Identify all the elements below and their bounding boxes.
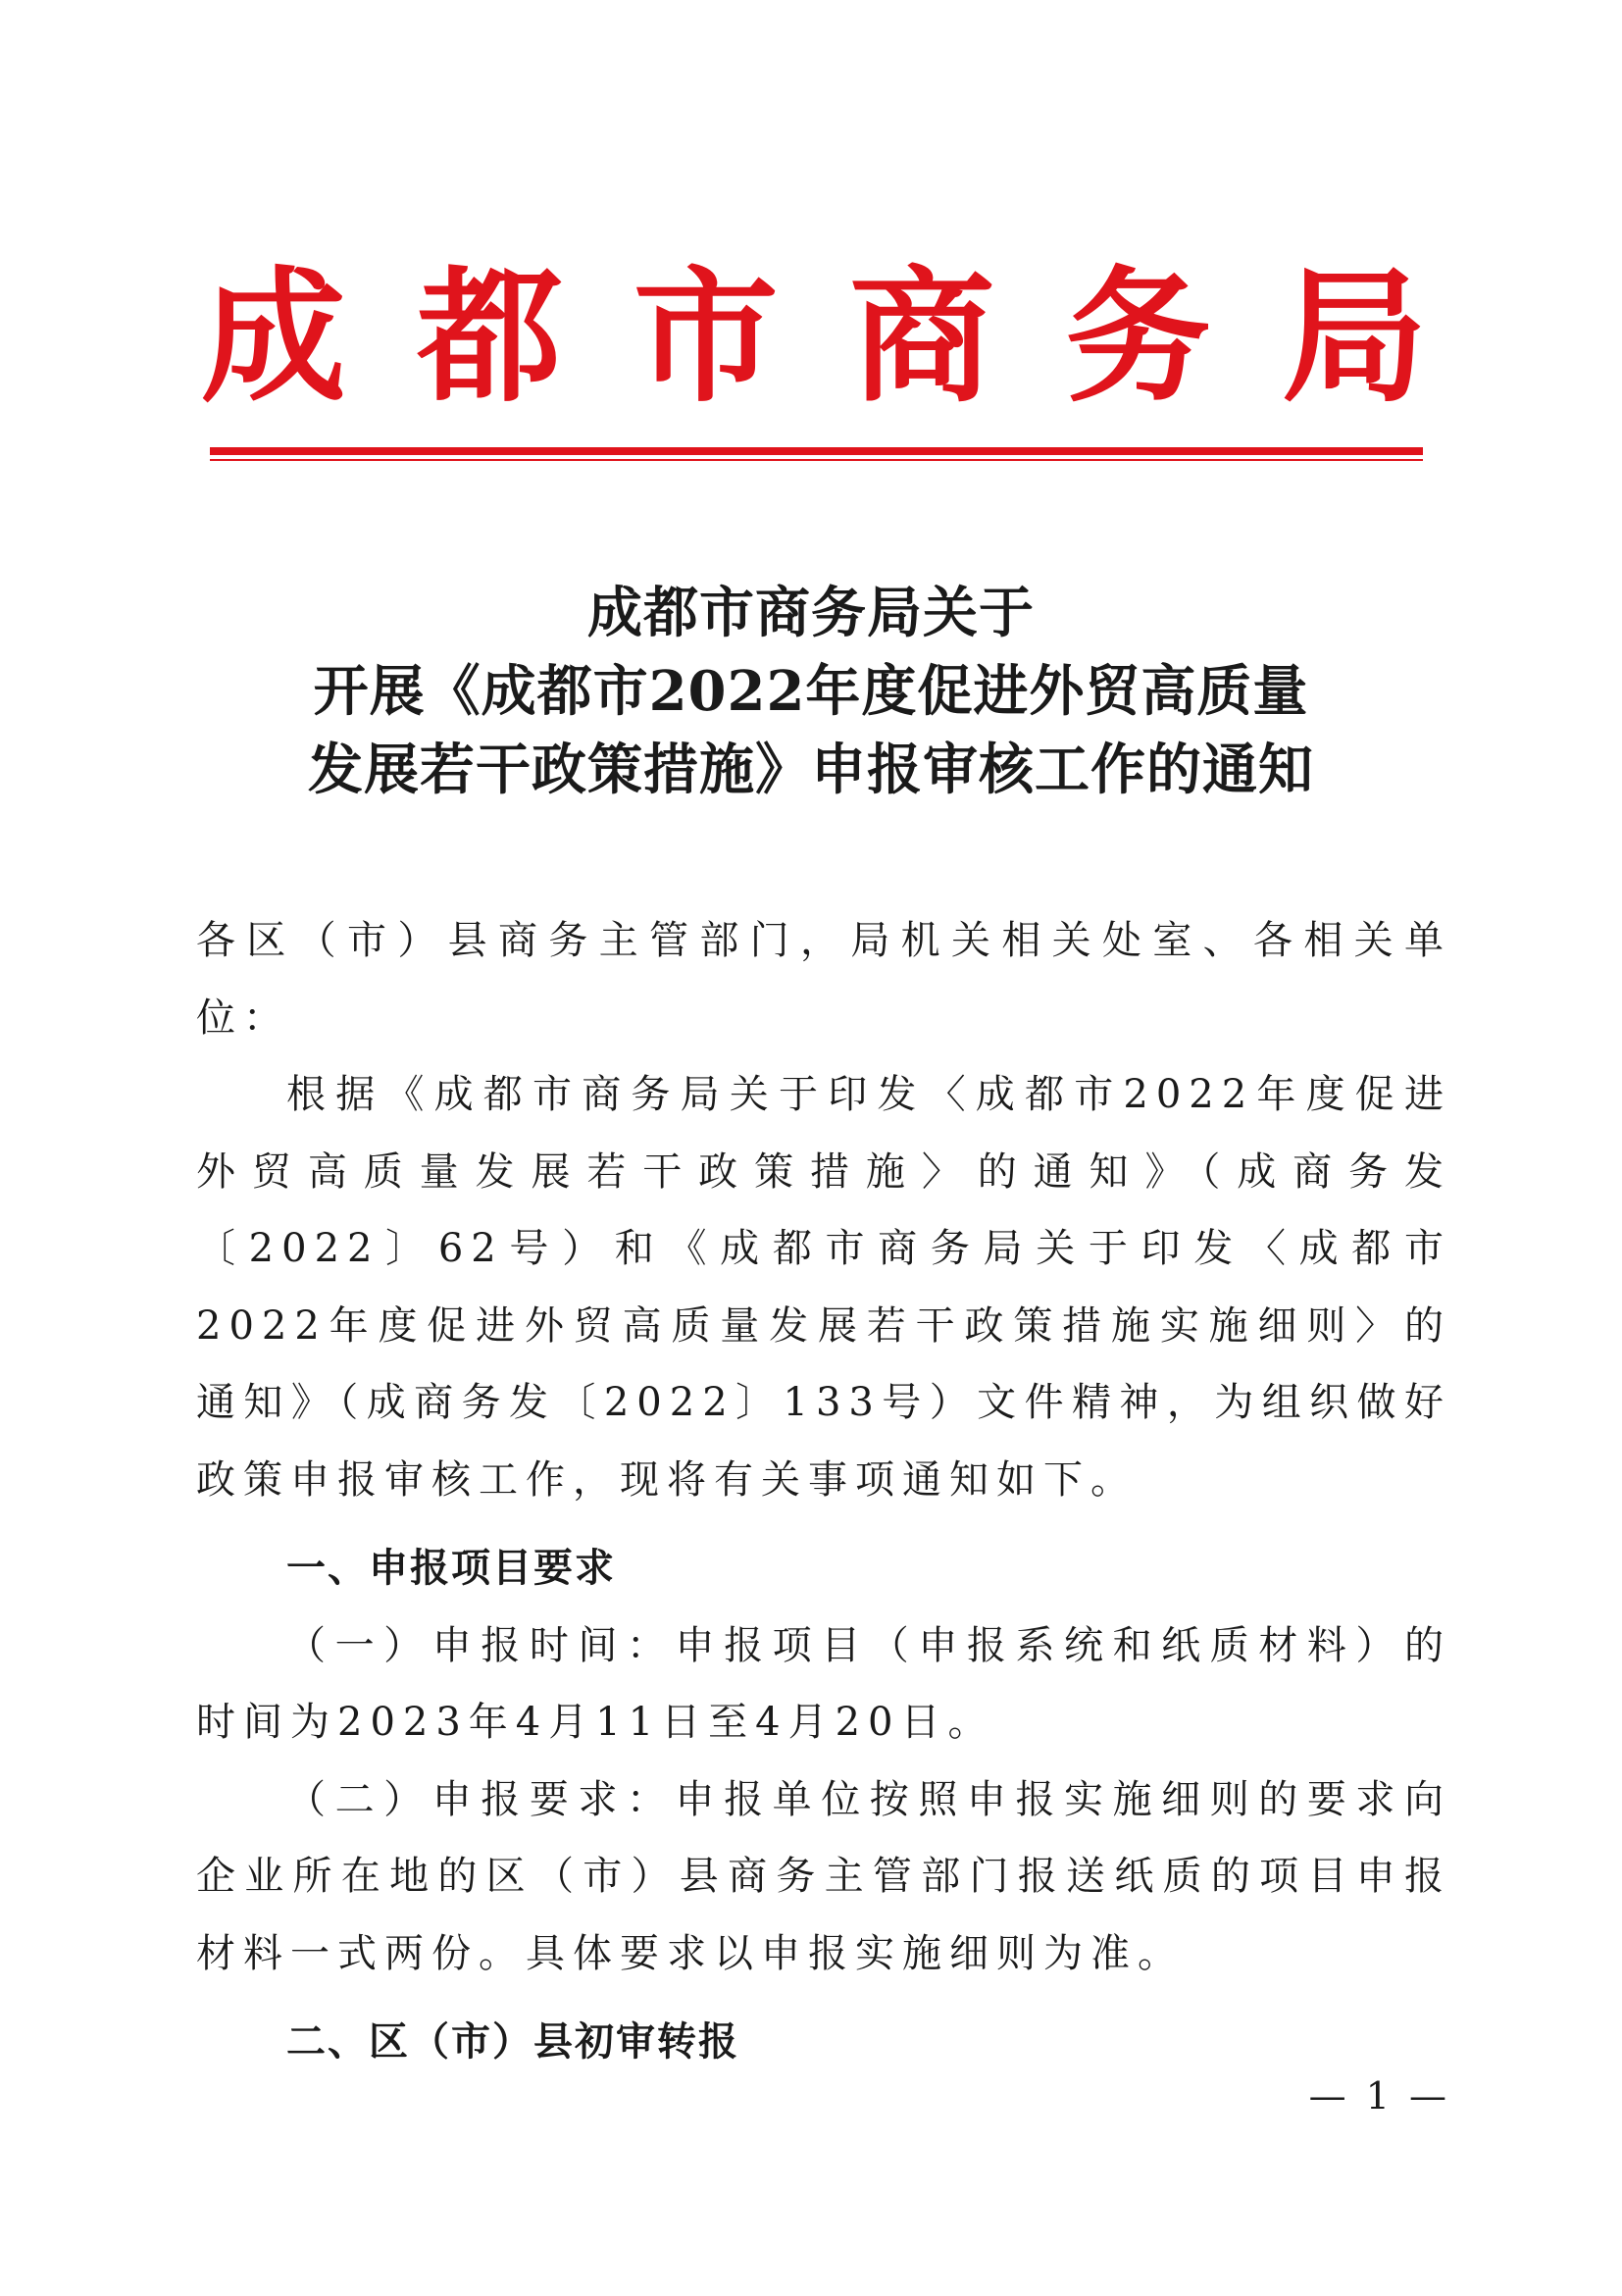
paragraph-basis: 根据《成都市商务局关于印发〈成都市2022年度促进外贸高质量发展若干政策措施〉的通知》（成商务发〔2022〕62号）和《成都市商务局关于印发〈成都市2022年度促进外贸高质量发展若干政策措施实施细则〉的通知》（成商务发〔2022〕133号）文件精神，为组织做好政策申报审核工作，现将有关事项通知如下。 xyxy=(196,1072,1451,1503)
letterhead-char: 商 xyxy=(849,251,995,422)
letterhead-divider-thin xyxy=(210,459,1423,461)
letterhead-divider-thick xyxy=(210,447,1423,455)
letterhead-char: 局 xyxy=(1281,251,1427,422)
title-line-2: 开展《成都市2022年度促进外贸高质量 xyxy=(313,659,1309,724)
page-number: — 1 — xyxy=(1308,2074,1450,2117)
letterhead-char: 市 xyxy=(633,251,779,422)
letterhead-issuer xyxy=(201,253,1427,420)
section-heading-2: 二、区（市）县初审转报 xyxy=(286,2019,739,2065)
item-application-time: （一）申报时间：申报项目（申报系统和纸质材料）的时间为2023年4月11日至4月20日。 xyxy=(196,1622,1451,1745)
letterhead-char: 都 xyxy=(417,251,563,422)
document-title xyxy=(196,574,1426,809)
section-heading-1: 一、申报项目要求 xyxy=(286,1546,616,1591)
title-line-1: 成都市商务局关于 xyxy=(587,581,1035,645)
item-application-requirements: （二）申报要求：申报单位按照申报实施细则的要求向企业所在地的区（市）县商务主管部门报送纸质的项目申报材料一式两份。具体要求以申报实施细则为准。 xyxy=(196,1776,1451,1976)
letterhead-char: 成 xyxy=(201,251,346,422)
salutation: 各区（市）县商务主管部门，局机关相关处室、各相关单位： xyxy=(196,918,1451,1041)
title-line-3: 发展若干政策措施》申报审核工作的通知 xyxy=(308,738,1314,802)
letterhead-char: 务 xyxy=(1065,251,1211,422)
document-body xyxy=(196,902,1451,2081)
